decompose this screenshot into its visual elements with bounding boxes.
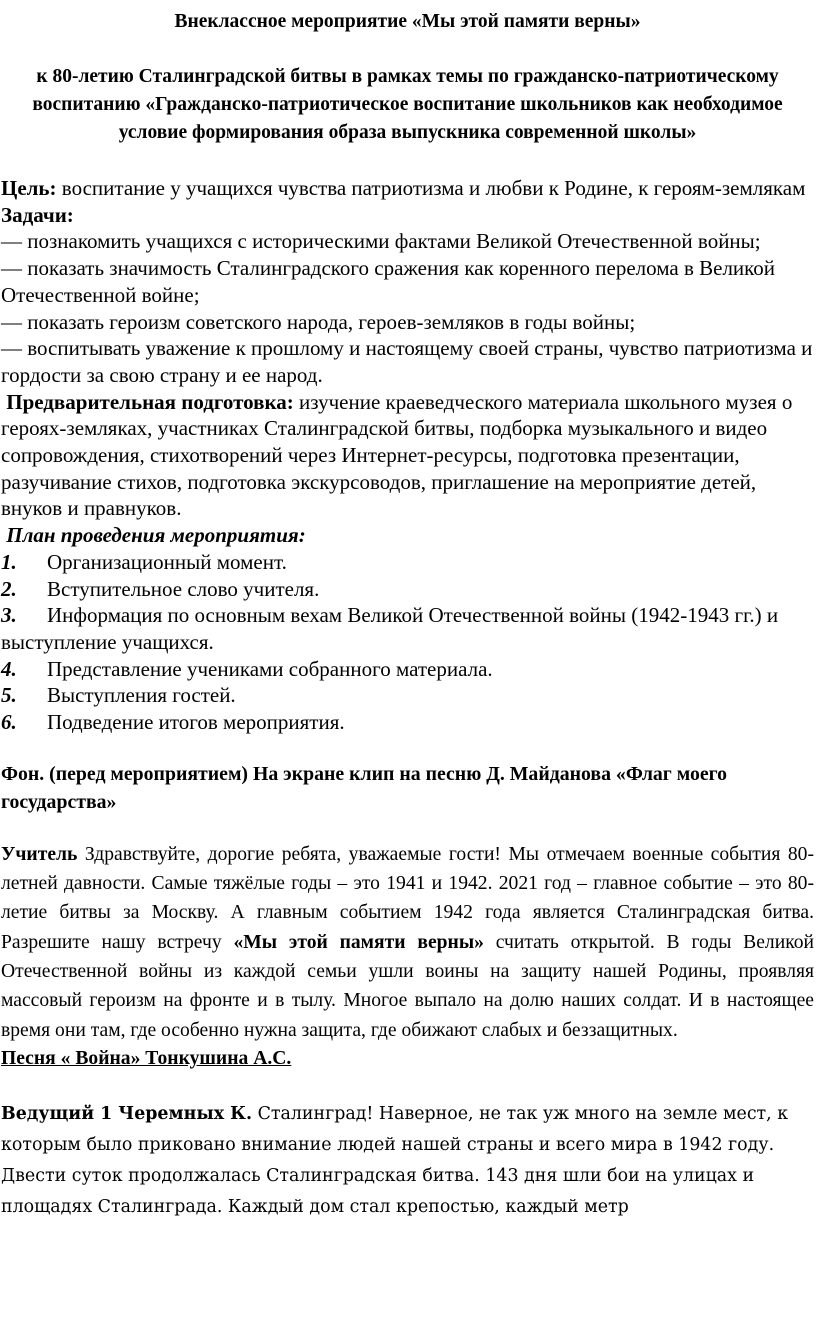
song-title: Песня « Война» Тонкушина А.С. xyxy=(1,1047,292,1069)
goal-text: воспитание у учащихся чувства патриотизма и любви к Родине, к героям-землякам xyxy=(56,176,806,200)
plan-item-number: 3. xyxy=(1,603,17,628)
plan-item xyxy=(1,549,814,576)
lead-text: Сталинград! Наверное, не так уж много на земле мест, к которым было приковано внимание людей нашей страны и всего мира в 1942 году. Двести суток продолжалась Сталинградская битва. 143 дня шли бои на улицах и площадях Сталинграда. Каждый дом стал крепостью, каждый метр xyxy=(1,1103,789,1217)
goal-label: Цель: xyxy=(1,176,57,200)
plan-item-number: 1. xyxy=(1,549,17,574)
plan-label-text: План проведения мероприятия: xyxy=(6,523,306,548)
plan-item xyxy=(1,656,814,683)
preparation-paragraph xyxy=(1,389,814,523)
plan-item xyxy=(1,602,814,655)
preparation-label: Предварительная подготовка: xyxy=(6,389,294,414)
plan-item-number: 2. xyxy=(1,576,17,601)
plan-label xyxy=(1,522,814,549)
plan-item-text: Выступления гостей. xyxy=(47,683,236,708)
plan-item-text: Информация по основным вехам Великой Отечественной войны (1942-1943 гг.) и выступление учащихся. xyxy=(1,603,779,654)
plan-item-number: 5. xyxy=(1,683,17,708)
plan-item-text: Подведение итогов мероприятия. xyxy=(47,710,345,735)
teacher-event-name: «Мы этой памяти верны» xyxy=(233,931,484,953)
background-note: Фон. (перед мероприятием) На экране клип на песню Д. Майданова «Флаг моего государства» xyxy=(1,762,728,813)
lead-label: Ведущий 1 Черемных К. xyxy=(1,1103,253,1124)
plan-item-text: Организационный момент. xyxy=(47,549,287,574)
teacher-paragraph xyxy=(1,840,814,1045)
teacher-text-2: считать открытой. В годы Великой Отечественной войны из каждой семьи ушли воины на защиту нашей Родины, проявляя массовый героизм на фронте и в тылу. Многое выпало на долю наших солдат. И в настоящее время они там, где особенно нужна защита, где обижают слабых и беззащитных. xyxy=(1,931,815,1041)
task-item: — познакомить учащихся с историческими фактами Великой Отечественной войны; xyxy=(1,229,761,254)
plan-item xyxy=(1,709,814,736)
task-item: — показать значимость Сталинградского сражения как коренного перелома в Великой Отечественной войне; xyxy=(1,256,776,307)
tasks-label: Задачи: xyxy=(1,202,74,227)
task-item: — воспитывать уважение к прошлому и настоящему своей страны, чувство патриотизма и гордости за свою страну и ее народ. xyxy=(1,336,813,387)
lead-paragraph xyxy=(1,1099,814,1223)
task-item: — показать героизм советского народа, героев-земляков в годы войны; xyxy=(1,309,636,334)
plan-item-text: Представление учениками собранного материала. xyxy=(47,656,493,681)
document-title: Внеклассное мероприятие «Мы этой памяти верны» xyxy=(174,11,641,32)
preparation-text: изучение краеведческого материала школьного музея о героях-земляках, участниках Сталинградской битвы, подборка музыкального и видео сопровождения, стихотворений через Интернет-ресурсы, подготовка презентации, разучивание стихов, подготовка экскурсоводов, приглашение на мероприятие детей, внуков и правнуков. xyxy=(1,389,793,521)
plan-item xyxy=(1,576,814,603)
teacher-label: Учитель xyxy=(1,843,78,865)
teacher-text-1: Здравствуйте, дорогие ребята, уважаемые гости! Мы отмечаем военные события 80-летней давности. Самые тяжёлые годы – это 1941 и 1942. 2021 год – главное событие – это 80-летие битвы за Москву. А главным событием 1942 года является Сталинградская битва. Разрешите нашу встречу xyxy=(1,843,814,953)
goal-paragraph xyxy=(1,175,814,202)
document-subtitle: к 80-летию Сталинградской битвы в рамках темы по гражданско-патриотическому воспитанию «Гражданско-патриотическое воспитание школьников как необходимое условие формирования образа выпускника современной школы» xyxy=(32,66,783,143)
plan-item-text: Вступительное слово учителя. xyxy=(47,576,320,601)
plan-item-number: 4. xyxy=(1,656,17,681)
plan-item xyxy=(1,682,814,709)
plan-item-number: 6. xyxy=(1,710,17,735)
